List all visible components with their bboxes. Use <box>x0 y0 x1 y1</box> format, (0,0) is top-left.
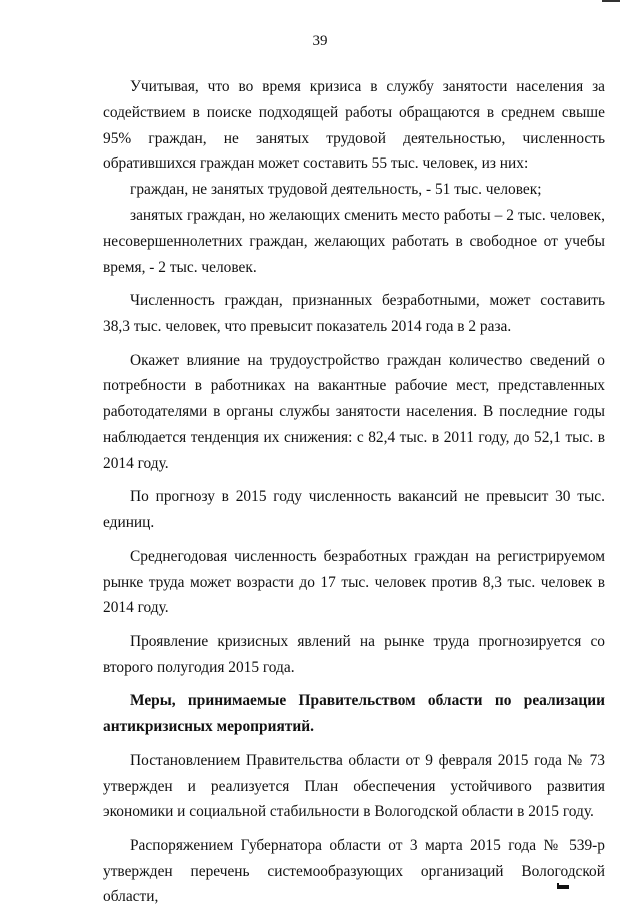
paragraph: Учитывая, что во время кризиса в службу занятости населения за содействием в поиске подходящей работы обращаются в среднем свыше 95% граждан, не занятых трудовой деятельностью, численность обратившихся граждан может составить 55 тыс. человек, из них: <box>103 78 605 173</box>
paragraph: Распоряжением Губернатора области от 3 марта 2015 года № 539-р утвержден перечень системообразующих организаций Вологодской области, <box>103 836 605 906</box>
scan-corner-mark-stem <box>557 883 559 889</box>
page-number: 39 <box>312 33 328 49</box>
paragraph: занятых граждан, но желающих сменить место работы – 2 тыс. человек, несовершеннолетних граждан, желающих работать в свободное от учебы время, - 2 тыс. человек. <box>103 206 605 276</box>
section-heading: Меры, принимаемые Правительством области по реализации антикризисных мероприятий. <box>103 692 605 736</box>
scan-edge-mark <box>602 0 620 2</box>
paragraph: Среднегодовая численность безработных граждан на регистрируемом рынке труда может возрасти до 17 тыс. человек против 8,3 тыс. человек в 2014 году. <box>103 547 605 617</box>
document-body <box>103 74 605 918</box>
paragraph: По прогнозу в 2015 году численность вакансий не превысит 30 тыс. единиц. <box>103 488 605 532</box>
paragraph: граждан, не занятых трудовой деятельность, - 51 тыс. человек; <box>130 181 542 199</box>
paragraph: Постановлением Правительства области от 9 февраля 2015 года № 73 утвержден и реализуется План обеспечения устойчивого развития экономики и социальной стабильности в Вологодской области в 2015 году. <box>103 751 605 821</box>
paragraph: Проявление кризисных явлений на рынке труда прогнозируется со второго полугодия 2015 года. <box>103 632 605 676</box>
paragraph: Численность граждан, признанных безработными, может составить 38,3 тыс. человек, что превысит показатель 2014 года в 2 раза. <box>103 292 605 335</box>
paragraph: Окажет влияние на трудоустройство граждан количество сведений о потребности в работниках на вакантные рабочие мест, представленных работодателями в органы службы занятости населения. В последние годы наблюдается тенденция их снижения: с 82,4 тыс. в 2011 году, до 52,1 тыс. в 2014 году. <box>103 351 605 472</box>
